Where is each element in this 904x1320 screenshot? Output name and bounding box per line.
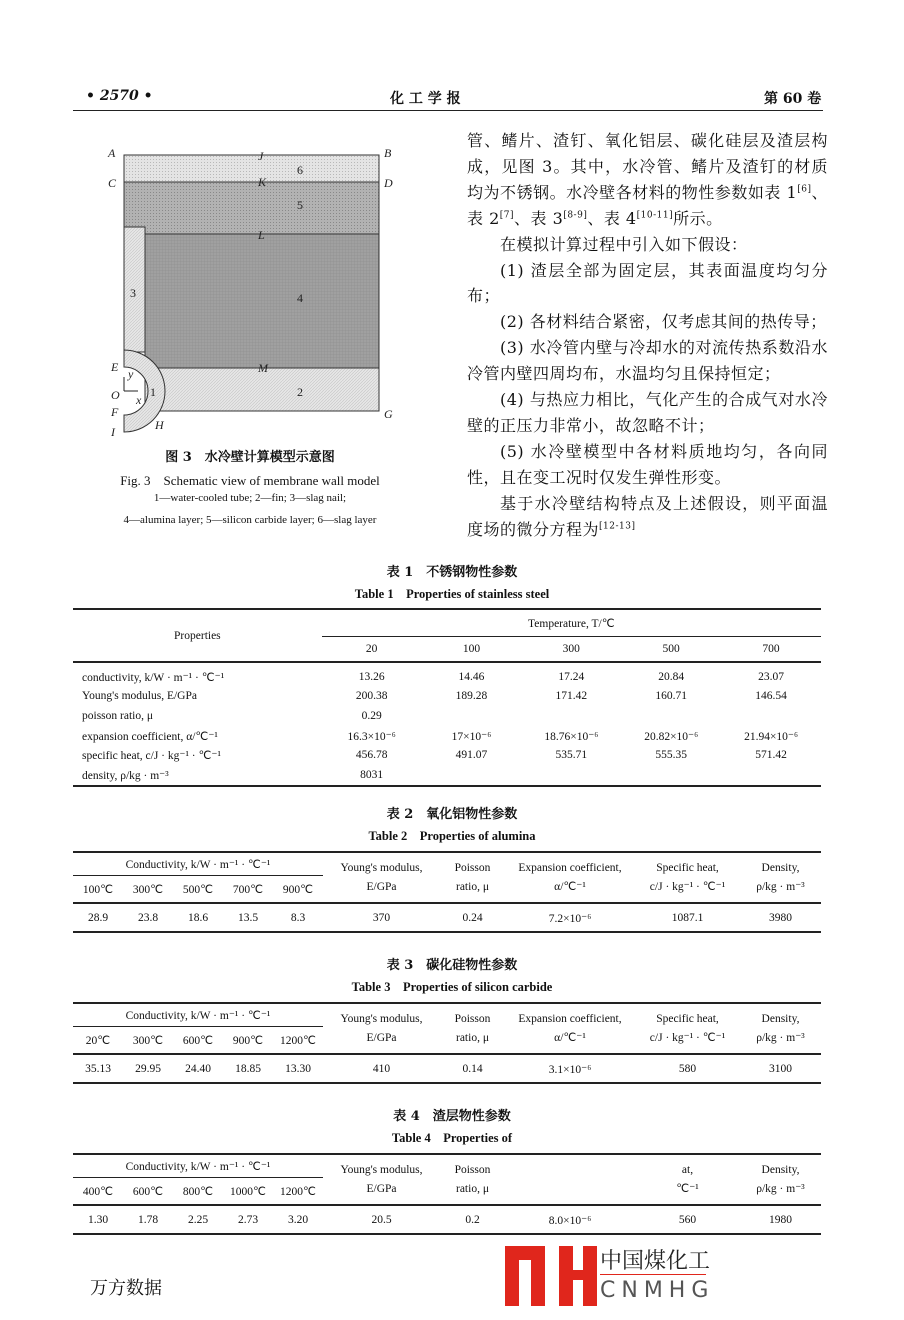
footer-source: 万方数据 — [90, 1278, 162, 1299]
table2-title-en: Table 2 Properties of alumina — [368, 829, 536, 843]
table-cell: 555.35 — [655, 749, 687, 762]
table-cell: 1980 — [740, 1205, 821, 1234]
table-cell: 370 — [323, 903, 440, 932]
conductivity-header: Conductivity, k/W · m⁻¹ · ℃⁻¹ — [73, 1154, 323, 1178]
table-cell: 21.94×10⁻⁶ — [744, 730, 799, 743]
column-header-line-2: ratio, μ — [456, 880, 489, 893]
text-segment: 、表 4 — [587, 208, 637, 228]
citation: [6] — [797, 184, 812, 195]
table-cell: 0.2 — [440, 1205, 505, 1234]
text-segment: (3) 水冷管内壁与冷却水的对流传热系数沿水冷管内壁四周均布，水温均匀且保持恒定； — [467, 338, 828, 384]
table-cell: 491.07 — [455, 749, 488, 762]
figure-legend-line-2: 4—alumina layer; 5—silicon carbide layer; 6—slag layer — [123, 514, 377, 526]
column-header-line-1: Specific heat, — [656, 1012, 719, 1025]
table-cell: 29.95 — [123, 1054, 173, 1083]
table-cell — [621, 765, 721, 786]
paragraph — [467, 491, 828, 543]
header-rule — [73, 110, 823, 111]
table-cell: 23.07 — [758, 670, 784, 683]
temperature-cell: 20 — [322, 637, 422, 663]
table-row — [73, 1054, 821, 1083]
column-header — [323, 1154, 440, 1205]
row-label: density, ρ/kg · m⁻³ — [73, 765, 322, 786]
column-header-line-1: Young's modulus, — [340, 861, 423, 874]
row-label: specific heat, c/J · kg⁻¹ · ℃⁻¹ — [82, 750, 221, 763]
column-header — [740, 1154, 821, 1205]
label-B: B — [384, 146, 392, 160]
temperature-cell: 300 — [521, 637, 621, 663]
table-cell: 14.46 — [458, 670, 485, 683]
watermark-logo — [503, 1244, 599, 1314]
watermark — [503, 1244, 718, 1314]
paragraph — [467, 309, 828, 335]
column-header-line-2: α/℃⁻¹ — [554, 880, 586, 893]
table-cell — [521, 765, 621, 786]
body-text — [467, 128, 828, 543]
table-cell: 13.26 — [358, 670, 385, 683]
table-cell: 1.30 — [73, 1205, 123, 1234]
column-header-line-1: Young's modulus, — [340, 1163, 423, 1176]
watermark-name-en: CNMHG — [600, 1278, 715, 1303]
column-header — [740, 852, 821, 903]
table-row — [73, 745, 821, 765]
figure-caption-en: Fig. 3 Schematic view of membrane wall model — [120, 473, 380, 488]
label-K: K — [258, 175, 267, 189]
table-cell: 560 — [635, 1205, 740, 1234]
temperature-cell: 900℃ — [273, 876, 323, 904]
label-I: I — [111, 425, 115, 439]
table1-title-en: Table 1 Properties of stainless steel — [354, 587, 550, 601]
table-cell — [721, 765, 821, 786]
alumina-layer-4 — [145, 234, 379, 368]
column-header — [440, 1154, 505, 1205]
temperature-cell: 400℃ — [73, 1178, 123, 1206]
region-2: 2 — [297, 385, 303, 399]
table-cell: 3980 — [740, 903, 821, 932]
temperature-cell: 20℃ — [73, 1027, 123, 1055]
table-cell: 20.82×10⁻⁶ — [644, 730, 699, 743]
label-y: y — [128, 367, 134, 381]
paragraph — [467, 128, 828, 232]
column-header-line-1: at, — [681, 1163, 694, 1176]
table-cell: 456.78 — [355, 749, 388, 762]
column-header-line-2: ρ/kg · m⁻³ — [756, 1182, 805, 1195]
table-cell — [422, 706, 522, 726]
table-cell: 8.0×10⁻⁶ — [505, 1205, 635, 1234]
region-4: 4 — [297, 291, 303, 305]
table-properties-2 — [73, 851, 821, 933]
temperature-cell: 1200℃ — [273, 1027, 323, 1055]
page-number: • 2570 • — [86, 88, 153, 104]
column-header-line-1: Specific heat, — [656, 861, 719, 874]
column-header-line-1: Expansion coefficient, — [518, 861, 622, 874]
temperature-cell: 700 — [721, 637, 821, 663]
table-cell: 8031 — [322, 765, 422, 786]
col-header-properties: Properties — [73, 609, 322, 662]
citation: [10-11] — [636, 210, 674, 221]
text-segment: 管、鳍片、渣钉、氧化铝层、碳化硅层及渣层构成，见图 3。其中，水冷管、鳍片及渣钉的材质均为不锈钢。水冷壁各材料的物性参数如表 1 — [467, 131, 828, 202]
table-cell: 3100 — [740, 1054, 821, 1083]
figure-legend-line-1: 1—water-cooled tube; 2—fin; 3—slag nail; — [153, 492, 347, 504]
citation: [12-13] — [599, 521, 636, 532]
row-label: expansion coefficient, α/℃⁻¹ — [82, 730, 218, 743]
table-cell: 20.84 — [658, 670, 685, 683]
region-3: 3 — [130, 286, 136, 300]
temperature-cell: 700℃ — [223, 876, 273, 904]
label-M: M — [258, 361, 268, 375]
table-cell: 2.25 — [173, 1205, 223, 1234]
label-O: O — [111, 388, 120, 402]
temperature-cell: 100℃ — [73, 876, 123, 904]
column-header-line-2: ρ/kg · m⁻³ — [756, 1031, 805, 1044]
text-segment: 、表 2 — [467, 182, 828, 228]
paragraph — [467, 387, 828, 439]
temperature-cell: 300℃ — [123, 876, 173, 904]
column-header-line-2: ρ/kg · m⁻³ — [756, 880, 805, 893]
column-header-line-1: Young's modulus, — [340, 1012, 423, 1025]
row-label: Young's modulus, E/GPa — [82, 690, 197, 703]
temperature-cell: 800℃ — [173, 1178, 223, 1206]
table-cell — [721, 706, 821, 726]
column-header-line-1: Poisson — [454, 1163, 491, 1176]
text-segment: (4) 与热应力相比，气化产生的合成气对水冷壁的正压力非常小，故忽略不计； — [467, 390, 828, 435]
figure-caption-cn: 图 3 水冷壁计算模型示意图 — [165, 450, 335, 465]
column-header — [323, 852, 440, 903]
column-header — [323, 1003, 440, 1054]
column-header — [505, 852, 635, 903]
label-C: C — [108, 176, 117, 190]
table-cell: 17×10⁻⁶ — [451, 730, 492, 743]
table-cell: 8.3 — [273, 903, 323, 932]
temperature-cell: 1200℃ — [273, 1178, 323, 1206]
temperature-cell: 100 — [422, 637, 522, 663]
table1-title-cn: 表 1 不锈钢物性参数 — [386, 565, 518, 580]
table-header-row — [73, 852, 821, 876]
temperature-cell: 600℃ — [123, 1178, 173, 1206]
label-F: F — [111, 405, 119, 419]
table-cell: 3.20 — [273, 1205, 323, 1234]
text-segment: 基于水冷壁结构特点及上述假设，则平面温度场的微分方程为 — [467, 493, 828, 539]
temperature-cell: 300℃ — [123, 1027, 173, 1055]
row-label: conductivity, k/W · m⁻¹ · ℃⁻¹ — [82, 671, 225, 684]
label-G: G — [384, 407, 393, 421]
column-header-line-2: α/℃⁻¹ — [554, 1031, 586, 1044]
column-header-line-2: E/GPa — [366, 1031, 397, 1044]
table-cell: 1.78 — [123, 1205, 173, 1234]
column-header-line-1: Density, — [761, 1163, 800, 1176]
table-cell: 28.9 — [73, 903, 123, 932]
column-header-line-2: ℃⁻¹ — [676, 1182, 699, 1195]
column-header-line-1: Poisson — [454, 1012, 491, 1025]
table4-title-cn: 表 4 渣层物性参数 — [393, 1109, 511, 1124]
region-1: 1 — [150, 385, 156, 399]
table-cell: 18.85 — [223, 1054, 273, 1083]
table-cell: 0.14 — [440, 1054, 505, 1083]
column-header-line-2: ratio, μ — [456, 1031, 489, 1044]
table-cell: 35.13 — [73, 1054, 123, 1083]
label-x: x — [136, 393, 142, 407]
table-cell: 24.40 — [173, 1054, 223, 1083]
column-header-line-1: Expansion coefficient, — [518, 1012, 622, 1025]
region-6: 6 — [297, 163, 303, 177]
temperature-header: Temperature, T/℃ — [322, 609, 821, 637]
row-label: poisson ratio, μ — [82, 709, 154, 722]
table-cell: 2.73 — [223, 1205, 273, 1234]
table-cell: 18.76×10⁻⁶ — [544, 730, 599, 743]
column-header — [440, 1003, 505, 1054]
table-row — [73, 903, 821, 932]
table-header-row — [73, 609, 821, 637]
table-cell: 160.71 — [655, 690, 687, 703]
paragraph — [467, 335, 828, 387]
text-segment: (1) 渣层全部为固定层，其表面温度均匀分布； — [467, 260, 828, 306]
column-header — [635, 852, 740, 903]
column-header-line-1: Density, — [761, 861, 800, 874]
table-cell — [521, 706, 621, 726]
temperature-cell: 600℃ — [173, 1027, 223, 1055]
table-cell: 410 — [323, 1054, 440, 1083]
silicon-carbide-layer-5 — [124, 182, 379, 234]
table-cell: 23.8 — [123, 903, 173, 932]
citation: [7] — [499, 210, 515, 221]
watermark-rule — [600, 1274, 706, 1275]
text-segment: 所示。 — [673, 208, 723, 228]
table-cell: 189.28 — [455, 690, 488, 703]
table-header-row — [73, 1003, 821, 1027]
region-5: 5 — [297, 198, 303, 212]
column-header — [635, 1003, 740, 1054]
column-header-line-2: E/GPa — [366, 1182, 397, 1195]
label-H: H — [155, 418, 164, 432]
temperature-cell: 500 — [621, 637, 721, 663]
journal-title: 化 工 学 报 — [390, 91, 461, 107]
table-row — [73, 765, 821, 786]
text-segment: (2) 各材料结合紧密，仅考虑其间的热传导； — [500, 312, 827, 332]
table4-title-en: Table 4 Properties of — [391, 1131, 513, 1145]
table-cell: 200.38 — [355, 690, 388, 703]
watermark-name-cn: 中国煤化工 — [600, 1249, 711, 1274]
table-header-row — [73, 1154, 821, 1178]
table-properties-3 — [73, 1002, 821, 1084]
volume-number: 第 60 卷 — [764, 91, 822, 107]
column-header — [740, 1003, 821, 1054]
table-stainless-steel — [73, 608, 821, 787]
paragraph — [467, 232, 828, 258]
table-row — [73, 662, 821, 687]
paragraph — [467, 258, 828, 310]
slag-layer-6 — [124, 155, 379, 182]
table-cell: 146.54 — [755, 690, 787, 703]
column-header — [505, 1003, 635, 1054]
text-segment: 在模拟计算过程中引入如下假设： — [500, 234, 748, 254]
table-cell: 535.71 — [555, 749, 588, 762]
temperature-cell: 900℃ — [223, 1027, 273, 1055]
table-row — [73, 706, 821, 726]
citation: [8-9] — [563, 210, 588, 221]
column-header — [440, 852, 505, 903]
text-segment: (5) 水冷壁模型中各材料质地均匀，各向同性，且在变工况时仅发生弹性形变。 — [467, 441, 828, 487]
table-cell: 580 — [635, 1054, 740, 1083]
table3-title-cn: 表 3 碳化硅物性参数 — [386, 958, 518, 973]
table-row — [73, 687, 821, 707]
table-cell: 3.1×10⁻⁶ — [505, 1054, 635, 1083]
conductivity-header: Conductivity, k/W · m⁻¹ · ℃⁻¹ — [73, 1003, 323, 1027]
label-L: L — [258, 228, 265, 242]
label-A: A — [108, 146, 116, 160]
table-cell: 16.3×10⁻⁶ — [347, 730, 396, 743]
table-cell: 7.2×10⁻⁶ — [505, 903, 635, 932]
table-cell: 571.42 — [755, 749, 787, 762]
table-cell — [422, 765, 522, 786]
label-J: J — [258, 149, 264, 163]
paragraph — [467, 439, 828, 491]
table-cell: 20.5 — [323, 1205, 440, 1234]
table-cell: 0.29 — [361, 709, 382, 722]
column-header-line-2: c/J · kg⁻¹ · ℃⁻¹ — [649, 880, 726, 893]
conductivity-header: Conductivity, k/W · m⁻¹ · ℃⁻¹ — [73, 852, 323, 876]
table-cell: 18.6 — [173, 903, 223, 932]
table-properties-4 — [73, 1153, 821, 1235]
column-header — [635, 1154, 740, 1205]
table-row — [73, 1205, 821, 1234]
table-cell: 13.30 — [273, 1054, 323, 1083]
table-cell: 1087.1 — [635, 903, 740, 932]
temperature-cell: 1000℃ — [223, 1178, 273, 1206]
table-cell: 171.42 — [555, 690, 588, 703]
table2-title-cn: 表 2 氧化铝物性参数 — [386, 807, 518, 822]
table-cell: 0.24 — [440, 903, 505, 932]
column-header-line-1: Density, — [761, 1012, 800, 1025]
table-cell: 13.5 — [223, 903, 273, 932]
column-header-line-2: c/J · kg⁻¹ · ℃⁻¹ — [649, 1031, 726, 1044]
table-cell — [621, 706, 721, 726]
table-row — [73, 726, 821, 746]
column-header — [505, 1154, 635, 1205]
column-header-line-1: Poisson — [454, 861, 491, 874]
column-header-line-2: E/GPa — [366, 880, 397, 893]
table3-title-en: Table 3 Properties of silicon carbide — [351, 980, 553, 994]
label-D: D — [384, 176, 393, 190]
text-segment: 、表 3 — [514, 208, 564, 228]
figure-3-diagram — [100, 140, 400, 440]
label-E: E — [111, 360, 119, 374]
column-header-line-2: ratio, μ — [456, 1182, 489, 1195]
table-cell: 17.24 — [558, 670, 585, 683]
temperature-cell: 500℃ — [173, 876, 223, 904]
